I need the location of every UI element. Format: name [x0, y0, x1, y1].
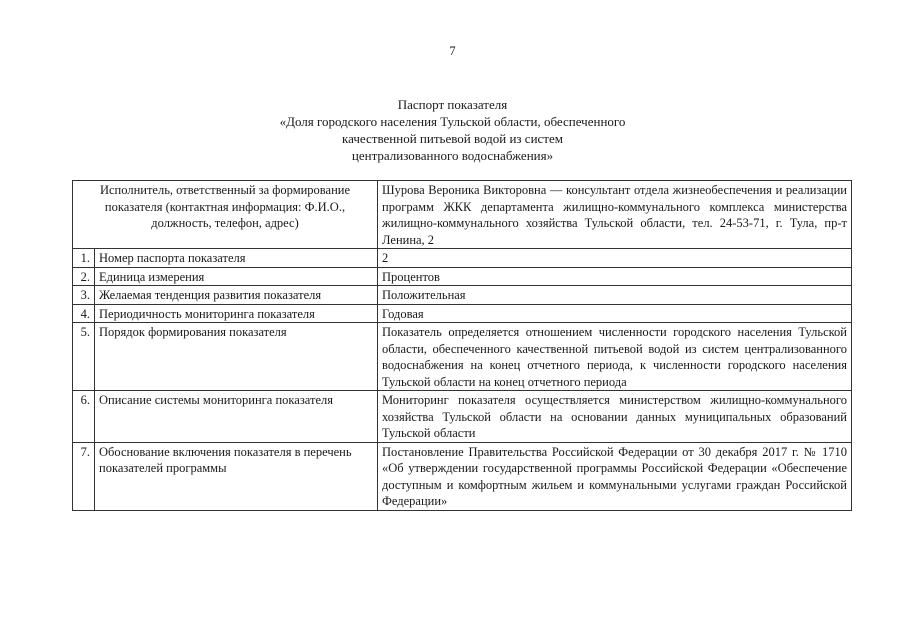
document-title [0, 96, 905, 164]
row-value: Годовая [378, 304, 852, 323]
row-label: Обоснование включения показателя в перечень показателей программы [95, 442, 378, 510]
executor-value: Шурова Вероника Викторовна — консультант отдела жизнеобеспечения и реализации программ ЖКК департамента жилищно-коммунального комплекса министерства жилищно-коммунального хозяйства Тульской области, тел. 24-53-71, г. Тула, пр-т Ленина, 2 [378, 181, 852, 249]
table-row-executor [73, 181, 852, 249]
table-row [73, 286, 852, 305]
row-value: Положительная [378, 286, 852, 305]
row-number: 3. [73, 286, 95, 305]
row-number: 2. [73, 267, 95, 286]
row-label: Порядок формирования показателя [95, 323, 378, 391]
table-row [73, 391, 852, 443]
title-line: централизованного водоснабжения» [351, 148, 554, 163]
title-line: «Доля городского населения Тульской области, обеспеченного [279, 114, 626, 129]
row-value: Процентов [378, 267, 852, 286]
row-label: Номер паспорта показателя [95, 249, 378, 268]
row-label: Периодичность мониторинга показателя [95, 304, 378, 323]
table-row [73, 304, 852, 323]
row-number: 6. [73, 391, 95, 443]
executor-label: Исполнитель, ответственный за формирование показателя (контактная информация: Ф.И.О., должность, телефон, адрес) [73, 181, 378, 249]
title-line: качественной питьевой водой из систем [342, 131, 563, 146]
table-row [73, 249, 852, 268]
table-row [73, 323, 852, 391]
row-value: Показатель определяется отношением численности городского населения Тульской области, обеспеченного качественной питьевой водой из систем централизованного водоснабжения на конец отчетного периода, к численности городского населения Тульской области на конец отчетного периода [378, 323, 852, 391]
row-label: Единица измерения [95, 267, 378, 286]
row-label: Описание системы мониторинга показателя [95, 391, 378, 443]
row-number: 1. [73, 249, 95, 268]
table-row [73, 267, 852, 286]
row-value: 2 [378, 249, 852, 268]
row-label: Желаемая тенденция развития показателя [95, 286, 378, 305]
row-number: 5. [73, 323, 95, 391]
row-value: Мониторинг показателя осуществляется министерством жилищно-коммунального хозяйства Тульской области на основании данных муниципальных образований Тульской области [378, 391, 852, 443]
table-row [73, 442, 852, 510]
indicator-passport-table [72, 180, 852, 511]
row-number: 7. [73, 442, 95, 510]
row-value: Постановление Правительства Российской Федерации от 30 декабря 2017 г. № 1710 «Об утверждении государственной программы Российской Федерации «Обеспечение доступным и комфортным жильем и коммунальными услугами граждан Российской Федерации» [378, 442, 852, 510]
row-number: 4. [73, 304, 95, 323]
page-number: 7 [449, 44, 456, 58]
title-line: Паспорт показателя [397, 97, 508, 112]
